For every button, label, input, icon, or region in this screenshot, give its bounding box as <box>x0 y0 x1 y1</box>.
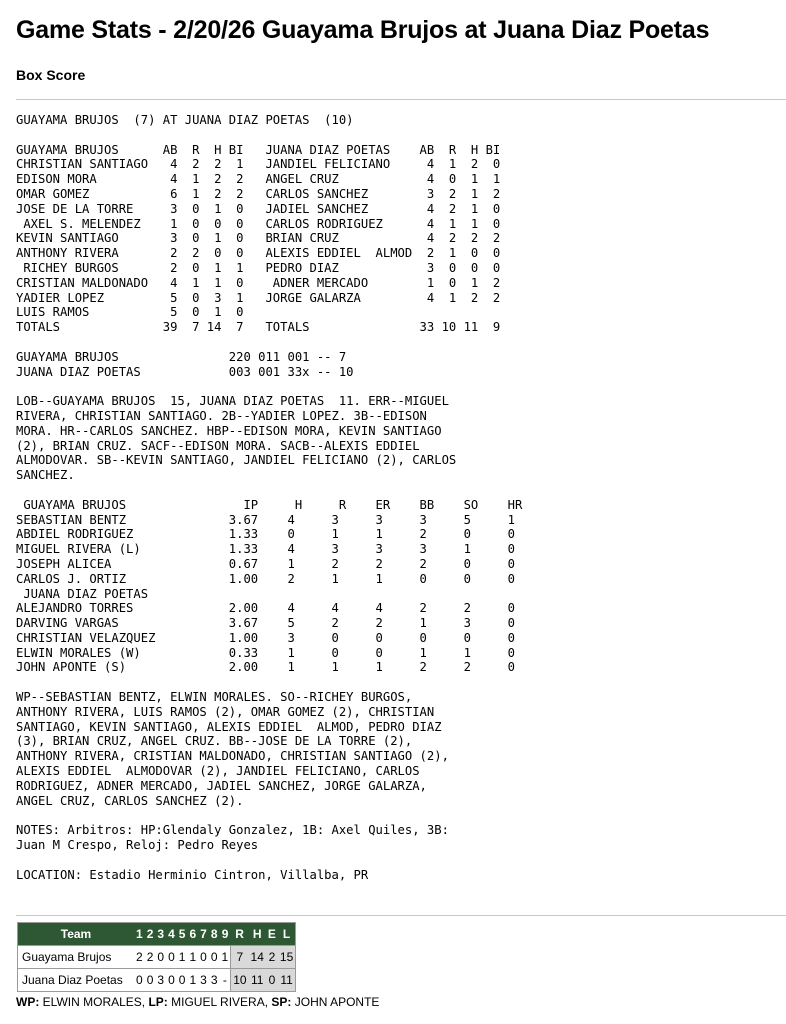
linescore-header-row <box>18 923 296 946</box>
inning-score: 3 <box>209 969 220 992</box>
box-score-line: EDISON MORA 4 1 2 2 ANGEL CRUZ 4 0 1 1 <box>16 172 501 187</box>
box-score-line: TOTALS 39 7 14 7 TOTALS 33 10 11 9 <box>16 320 501 335</box>
inning-score: 0 <box>145 969 156 992</box>
lp-label: LP: <box>148 995 168 1009</box>
winning-pitcher: ELWIN MORALES, <box>39 995 149 1009</box>
linescore-table <box>17 922 296 992</box>
box-score-line: RIVERA, CHRISTIAN SANTIAGO. 2B--YADIER LOPEZ. 3B--EDISON <box>16 408 427 423</box>
box-score-line: DARVING VARGAS 3.67 5 2 2 1 3 0 <box>16 616 515 631</box>
box-score-line: CARLOS J. ORTIZ 1.00 2 1 1 0 0 0 <box>16 571 515 586</box>
linescore-row <box>18 969 296 992</box>
left-on-base-total: 15 <box>278 946 296 969</box>
inning-score: 2 <box>145 946 156 969</box>
box-score-line: SANTIAGO, KEVIN SANTIAGO, ALEXIS EDDIEL ALMOD, PEDRO DIAZ <box>16 719 442 734</box>
inning-score: 0 <box>198 946 209 969</box>
linescore-header-cell: H <box>249 923 266 946</box>
box-score-line: MIGUEL RIVERA (L) 1.33 4 3 3 3 1 0 <box>16 542 515 557</box>
runs-total: 7 <box>231 946 249 969</box>
linescore-header-cell: 4 <box>166 923 177 946</box>
box-score-line: CHRISTIAN SANTIAGO 4 2 2 1 JANDIEL FELICIANO 4 1 2 0 <box>16 157 501 172</box>
box-score-line: SANCHEZ. <box>16 468 75 483</box>
box-score-text <box>16 113 522 882</box>
box-score-line: ANGEL CRUZ, CARLOS SANCHEZ (2). <box>16 793 244 808</box>
box-score-line: JUANA DIAZ POETAS 003 001 33x -- 10 <box>16 364 354 379</box>
inning-score: 0 <box>209 946 220 969</box>
box-score-line: OMAR GOMEZ 6 1 2 2 CARLOS SANCHEZ 3 2 1 2 <box>16 186 501 201</box>
team-name: Juana Diaz Poetas <box>18 969 135 992</box>
page-title: Game Stats - 2/20/26 Guayama Brujos at Juana Diaz Poetas <box>16 16 710 44</box>
box-score-line: ANTHONY RIVERA, CRISTIAN MALDONADO, CHRISTIAN SANTIAGO (2), <box>16 749 449 764</box>
linescore-header-cell: R <box>231 923 249 946</box>
box-score-line: JUANA DIAZ POETAS <box>16 586 149 601</box>
inning-score: 3 <box>198 969 209 992</box>
linescore-header-cell: 8 <box>209 923 220 946</box>
inning-score: 3 <box>155 969 166 992</box>
box-score-line: (2), BRIAN CRUZ. SACF--EDISON MORA. SACB--ALEXIS EDDIEL <box>16 438 420 453</box>
inning-score: 1 <box>177 946 188 969</box>
inning-score: 0 <box>155 946 166 969</box>
box-score-line: SEBASTIAN BENTZ 3.67 4 3 3 3 5 1 <box>16 512 515 527</box>
box-score-line: GUAYAMA BRUJOS (7) AT JUANA DIAZ POETAS (10) <box>16 113 354 127</box>
box-score-line: RODRIGUEZ, ADNER MERCADO, JADIEL SANCHEZ, JORGE GALARZA, <box>16 778 427 793</box>
losing-pitcher: MIGUEL RIVERA, <box>167 995 272 1009</box>
save-pitcher: JOHN APONTE <box>291 995 380 1009</box>
wp-label: WP: <box>16 995 40 1009</box>
box-score-line: LOCATION: Estadio Herminio Cintron, Villalba, PR <box>16 867 369 882</box>
box-score-line: RICHEY BURGOS 2 0 1 1 PEDRO DIAZ 3 0 0 0 <box>16 260 501 275</box>
box-score-line: JOSE DE LA TORRE 3 0 1 0 JADIEL SANCHEZ 4 2 1 0 <box>16 201 501 216</box>
inning-score: - <box>220 969 231 992</box>
box-score-line: ALEJANDRO TORRES 2.00 4 4 4 2 2 0 <box>16 601 515 616</box>
box-score-line: ANTHONY RIVERA, LUIS RAMOS (2), OMAR GOMEZ (2), CHRISTIAN <box>16 704 435 719</box>
inning-score: 1 <box>220 946 231 969</box>
box-score-line: (3), BRIAN CRUZ, ANGEL CRUZ. BB--JOSE DE LA TORRE (2), <box>16 734 413 749</box>
top-divider <box>16 99 786 100</box>
errors-total: 2 <box>266 946 278 969</box>
box-score-line: ABDIEL RODRIGUEZ 1.33 0 1 1 2 0 0 <box>16 527 515 542</box>
linescore-header-cell: E <box>266 923 278 946</box>
box-score-line: LUIS RAMOS 5 0 1 0 <box>16 305 244 320</box>
hits-total: 11 <box>249 969 266 992</box>
box-score-line: GUAYAMA BRUJOS 220 011 001 -- 7 <box>16 349 347 364</box>
bottom-divider <box>16 915 786 916</box>
left-on-base-total: 11 <box>278 969 296 992</box>
inning-score: 0 <box>166 969 177 992</box>
inning-score: 1 <box>187 969 198 992</box>
box-score-line: CRISTIAN MALDONADO 4 1 1 0 ADNER MERCADO 1 0 1 2 <box>16 275 501 290</box>
box-score-line: NOTES: Arbitros: HP:Glendaly Gonzalez, 1B: Axel Quiles, 3B: <box>16 823 449 838</box>
team-name: Guayama Brujos <box>18 946 135 969</box>
sp-label: SP: <box>271 995 292 1009</box>
hits-total: 14 <box>249 946 266 969</box>
inning-score: 2 <box>134 946 145 969</box>
linescore-header-cell: 9 <box>220 923 231 946</box>
linescore-header-cell: 2 <box>145 923 156 946</box>
box-score-line: LOB--GUAYAMA BRUJOS 15, JUANA DIAZ POETAS 11. ERR--MIGUEL <box>16 394 449 409</box>
box-score-line: CHRISTIAN VELAZQUEZ 1.00 3 0 0 0 0 0 <box>16 630 515 645</box>
linescore-header-cell: 6 <box>187 923 198 946</box>
box-score-line: AXEL S. MELENDEZ 1 0 0 0 CARLOS RODRIGUEZ 4 1 1 0 <box>16 216 501 231</box>
linescore-header-cell: Team <box>18 923 135 946</box>
inning-score: 0 <box>166 946 177 969</box>
box-score-line: YADIER LOPEZ 5 0 3 1 JORGE GALARZA 4 1 2 2 <box>16 290 501 305</box>
box-score-heading: Box Score <box>16 67 86 83</box>
linescore-header-cell: 7 <box>198 923 209 946</box>
linescore-header-cell: 5 <box>177 923 188 946</box>
linescore-header-cell: L <box>278 923 296 946</box>
box-score-line: KEVIN SANTIAGO 3 0 1 0 BRIAN CRUZ 4 2 2 2 <box>16 231 501 246</box>
box-score-line: ANTHONY RIVERA 2 2 0 0 ALEXIS EDDIEL ALMOD 2 1 0 0 <box>16 246 501 261</box>
runs-total: 10 <box>231 969 249 992</box>
box-score-line: ALEXIS EDDIEL ALMODOVAR (2), JANDIEL FELICIANO, CARLOS <box>16 764 420 779</box>
linescore-header-cell: 1 <box>134 923 145 946</box>
box-score-line: ELWIN MORALES (W) 0.33 1 0 0 1 1 0 <box>16 645 515 660</box>
box-score-line: ALMODOVAR. SB--KEVIN SANTIAGO, JANDIEL FELICIANO (2), CARLOS <box>16 453 457 468</box>
errors-total: 0 <box>266 969 278 992</box>
box-score-line: WP--SEBASTIAN BENTZ, ELWIN MORALES. SO--RICHEY BURGOS, <box>16 690 413 705</box>
box-score-line: JOHN APONTE (S) 2.00 1 1 1 2 2 0 <box>16 660 515 675</box>
inning-score: 0 <box>177 969 188 992</box>
inning-score: 0 <box>134 969 145 992</box>
box-score-line: GUAYAMA BRUJOS AB R H BI JUANA DIAZ POETAS AB R H BI <box>16 142 501 157</box>
linescore-row <box>18 946 296 969</box>
pitchers-of-record <box>16 995 379 1009</box>
linescore-header-cell: 3 <box>155 923 166 946</box>
box-score-line: MORA. HR--CARLOS SANCHEZ. HBP--EDISON MORA, KEVIN SANTIAGO <box>16 423 442 438</box>
box-score-line: Juan M Crespo, Reloj: Pedro Reyes <box>16 838 259 853</box>
box-score-line: GUAYAMA BRUJOS IP H R ER BB SO HR <box>16 497 523 512</box>
box-score-line: JOSEPH ALICEA 0.67 1 2 2 2 0 0 <box>16 556 515 571</box>
inning-score: 1 <box>187 946 198 969</box>
